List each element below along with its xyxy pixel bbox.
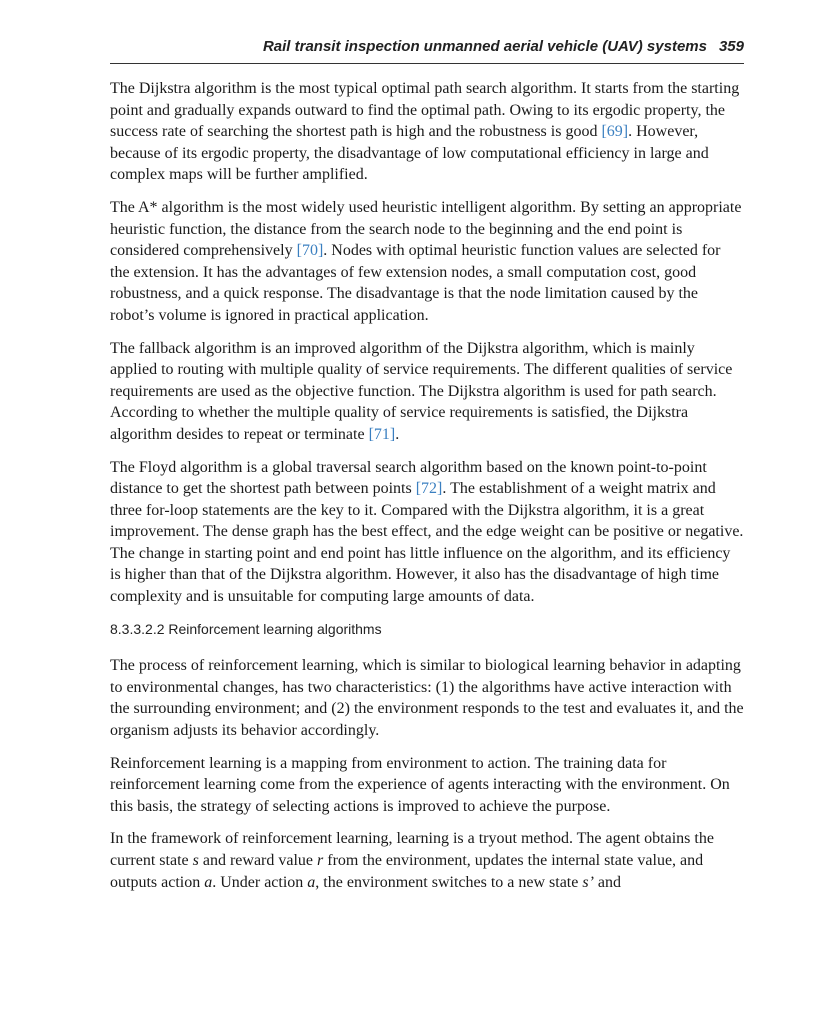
- paragraph-text: and: [593, 873, 622, 891]
- paragraph-fallback: [110, 338, 744, 446]
- paragraph-text: The fallback algorithm is an improved algorithm of the Dijkstra algorithm, which is mainly applied to routing with multiple quality of service requirements. The different qualities of service requirements are used as the objective function. The Dijkstra algorithm is used for path search. According to whether the multiple quality of service requirements is satisfied, the Dijkstra algorithm desides to repeat or terminate: [110, 339, 733, 443]
- running-title: Rail transit inspection unmanned aerial vehicle (UAV) systems: [262, 38, 707, 55]
- math-symbol: r: [317, 852, 324, 869]
- body-text: [110, 78, 744, 904]
- paragraph-text: . However, because of its ergodic property, the disadvantage of low computational efficiency in large and complex maps will be further amplified.: [110, 123, 709, 184]
- paragraph-text: In the framework of reinforcement learning, learning is a tryout method. The agent obtains the current state: [110, 830, 714, 869]
- citation-link[interactable]: [72]: [415, 480, 443, 498]
- paragraph-rl-framework: [110, 828, 744, 893]
- paragraph-text: The Dijkstra algorithm is the most typical optimal path search algorithm. It starts from the starting point and gradually expands outward to find the optimal path. Owing to its ergodic property, the success rate of searching the shortest path is high and the robustness is good: [110, 80, 740, 141]
- paragraph-text: The A* algorithm is the most widely used heuristic intelligent algorithm. By setting an appropriate heuristic function, the distance from the search node to the beginning and the end point is considered comprehensively: [110, 198, 742, 260]
- paragraph-text: . Nodes with optimal heuristic function values are selected for the extension. It has the advantages of few extension nodes, a small computation cost, good robustness, and a quick response. The disadvantage is that the node limitation caused by the robot’s volume is ignored in practical application.: [110, 242, 721, 324]
- citation-link[interactable]: [70]: [296, 242, 324, 260]
- math-symbol: a: [307, 873, 316, 891]
- paragraph-text: .: [395, 425, 400, 443]
- paragraph-dijkstra: [110, 78, 744, 186]
- paragraph-text: . The establishment of a weight matrix and three for-loop statements are the key to it. Compared with the Dijkstra algorithm, it is a great improvement. The dense graph has the best effect, and the edge weight can be positive or negative. The change in starting point and end point has little influence on the algorithm, and its efficiency is higher than that of the Dijkstra algorithm. However, it also has the disadvantage of high time complexity and is unsuitable for computing large amounts of data.: [110, 480, 744, 606]
- citation-link[interactable]: [69]: [601, 123, 629, 141]
- paragraph-text: and reward value: [198, 852, 318, 869]
- math-symbol: a: [204, 873, 213, 891]
- running-header: [110, 38, 744, 55]
- header-rule: [110, 63, 744, 64]
- section-subheading: 8.3.3.2.2 Reinforcement learning algorithms: [110, 620, 382, 637]
- paragraph-text: , the environment switches to a new state: [315, 873, 583, 891]
- paragraph-a-star: [110, 197, 744, 327]
- paragraph-text: The Floyd algorithm is a global traversal search algorithm based on the known point-to-point distance to get the shortest path between points: [110, 458, 707, 498]
- math-symbol: s’: [582, 873, 594, 891]
- paragraph-text: . Under action: [212, 873, 308, 891]
- paragraph-rl-process: The process of reinforcement learning, which is similar to biological learning behavior in adapting to environmental changes, has two characteristics: (1) the algorithms have active interaction with the surrounding environment; and (2) the environment responds to the test and evaluates it, and the organism adjusts its behavior accordingly.: [110, 657, 744, 740]
- page-number: 359: [718, 38, 744, 55]
- paragraph-rl-mapping: Reinforcement learning is a mapping from environment to action. The training data for reinforcement learning come from the experience of agents interacting with the environment. On this basis, the strategy of selecting actions is improved to achieve the purpose.: [110, 754, 730, 815]
- math-symbol: s: [192, 852, 199, 869]
- paragraph-floyd: [110, 457, 744, 608]
- paragraph-text: from the environment, updates the internal state value, and outputs action: [110, 852, 704, 891]
- citation-link[interactable]: [71]: [368, 425, 396, 443]
